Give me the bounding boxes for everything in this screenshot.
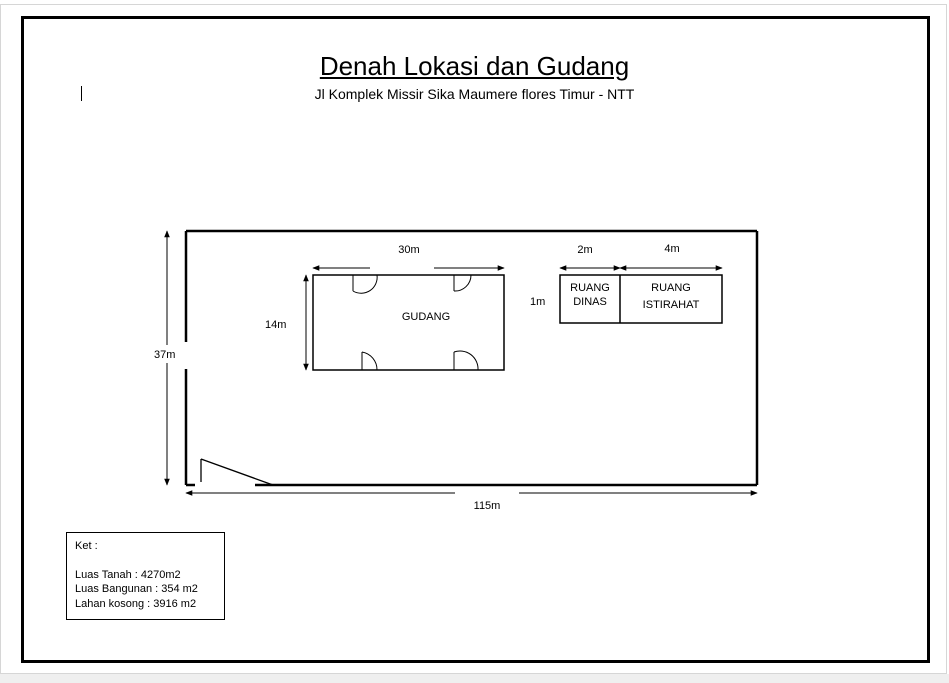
gate-opening [195,482,255,487]
warehouse-height-label: 14m [265,319,287,331]
site-height-label: 37m [154,349,176,361]
legend-heading: Ket : [75,540,98,552]
legend-vacant-land: Lahan kosong : 3916 m2 [75,597,197,610]
entrance-gate [201,459,273,485]
site-boundary [186,231,757,485]
rest-room-name-line1: RUANG [651,282,691,294]
warehouse-name: GUDANG [401,311,451,323]
warehouse-width-label: 30m [398,244,420,256]
page-title: Denah Lokasi dan Gudang [319,51,630,81]
office-width-label: 2m [577,244,593,256]
site-width-label: 115m [473,500,501,512]
rest-room-width-label: 4m [664,243,680,255]
legend-land-area: Luas Tanah : 4270m2 [75,568,181,581]
rest-room-name-line2: ISTIRAHAT [642,299,700,311]
office-height-label: 1m [530,296,546,308]
dim-gap [455,487,519,499]
legend-box [66,532,225,620]
dim-gap [370,262,434,274]
page-subtitle: Jl Komplek Missir Sika Maumere flores Timur - NTT [314,86,635,102]
office-room-name-line1: RUANG [570,282,610,294]
legend-building-area: Luas Bangunan : 354 m2 [75,583,198,595]
office-room-name-line2: DINAS [573,296,607,308]
legend-spacer [75,554,216,568]
